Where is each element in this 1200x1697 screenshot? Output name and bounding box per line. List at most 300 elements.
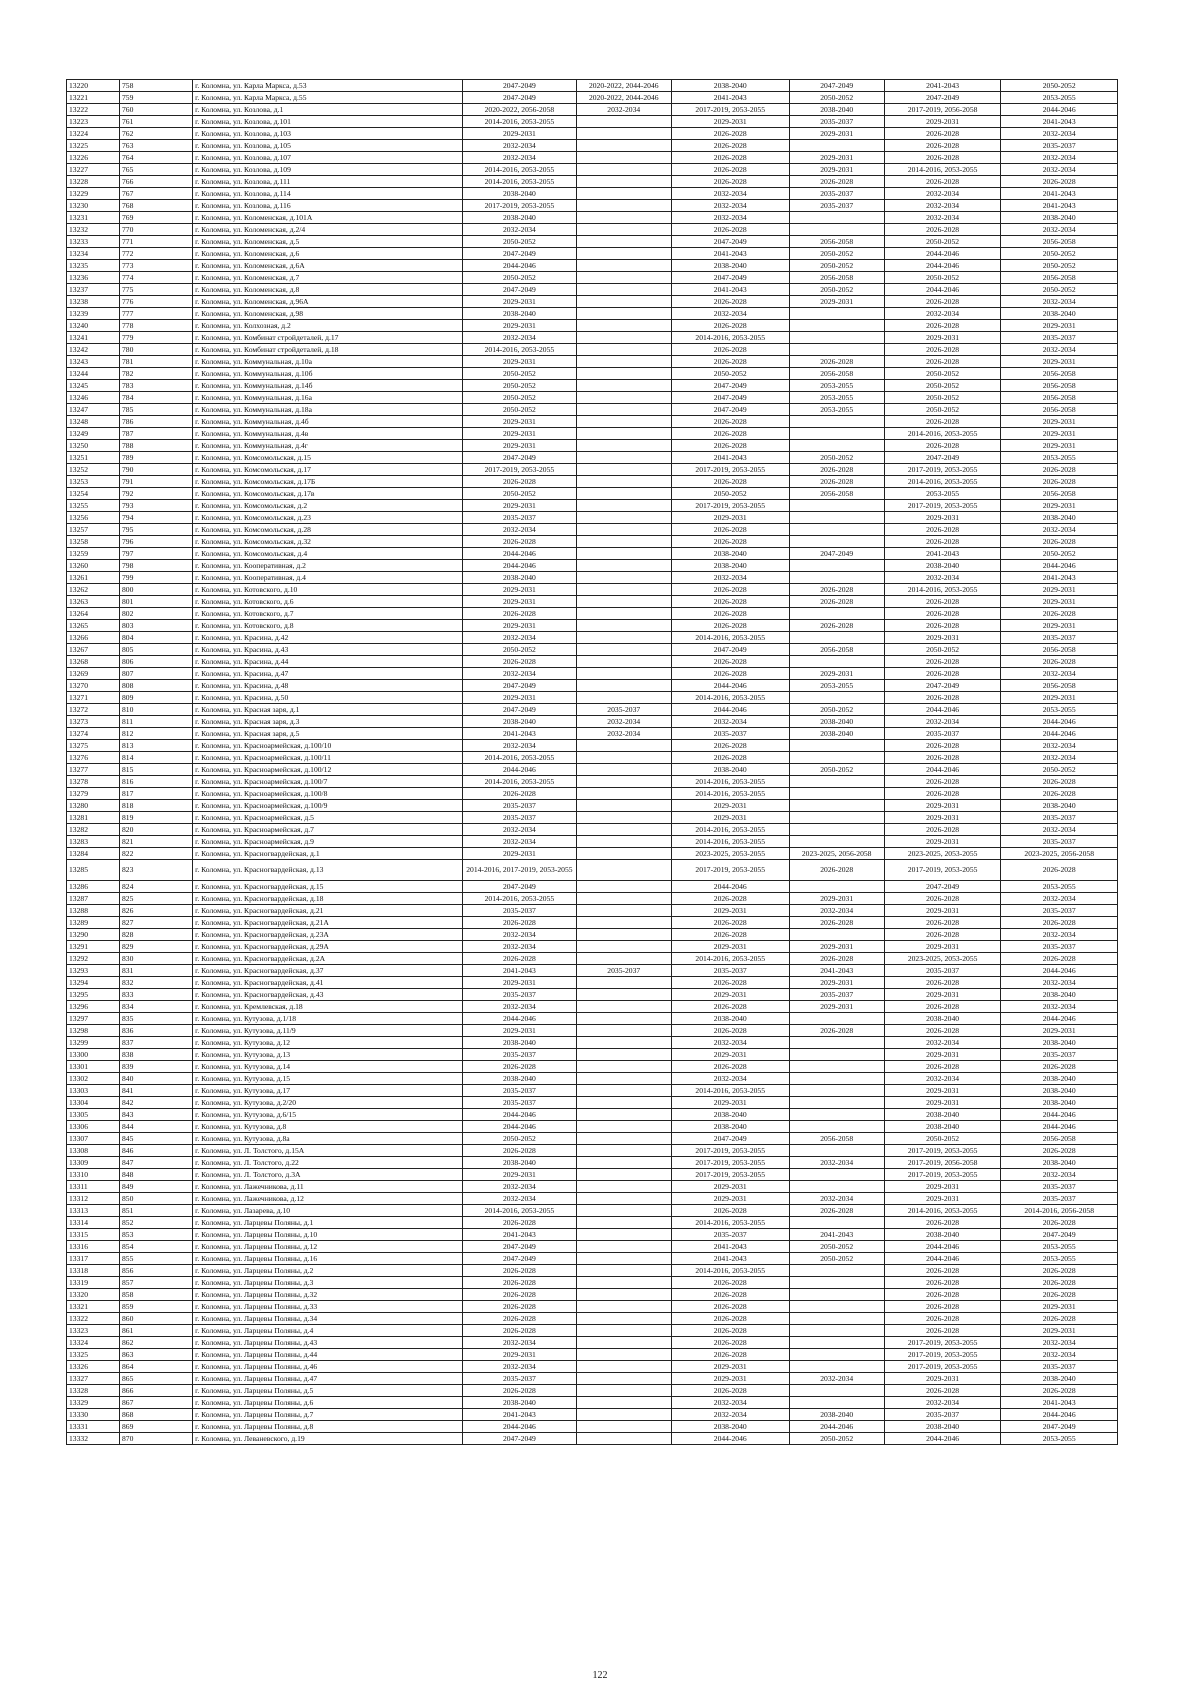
- cell-address: г. Коломна, ул. Ларцевы Поляны, д.6: [193, 1397, 463, 1409]
- cell-row-id: 13226: [67, 152, 120, 164]
- cell-period-4: 2032-2034: [789, 1157, 884, 1169]
- cell-period-6: 2026-2028: [1001, 1313, 1118, 1325]
- cell-period-2: [576, 1409, 671, 1421]
- cell-period-3: 2026-2028: [671, 1277, 789, 1289]
- cell-period-3: 2026-2028: [671, 1061, 789, 1073]
- cell-address: г. Коломна, ул. Кооперативная, д.2: [193, 560, 463, 572]
- cell-period-4: [789, 1145, 884, 1157]
- table-row: [67, 1277, 1118, 1289]
- cell-row-number: 787: [119, 428, 192, 440]
- cell-period-3: 2038-2040: [671, 548, 789, 560]
- cell-period-5: 2047-2049: [884, 881, 1001, 893]
- cell-period-5: 2026-2028: [884, 1061, 1001, 1073]
- cell-address: г. Коломна, ул. Козлова, д.116: [193, 200, 463, 212]
- cell-period-6: 2029-2031: [1001, 320, 1118, 332]
- cell-row-id: 13253: [67, 476, 120, 488]
- cell-period-4: [789, 320, 884, 332]
- cell-address: г. Коломна, ул. Ларцевы Поляны, д.12: [193, 1241, 463, 1253]
- cell-period-1: 2026-2028: [463, 656, 576, 668]
- cell-period-5: 2029-2031: [884, 905, 1001, 917]
- cell-period-2: [576, 260, 671, 272]
- cell-address: г. Коломна, ул. Лазарева, д.10: [193, 1205, 463, 1217]
- table-row: [67, 392, 1118, 404]
- cell-address: г. Коломна, ул. Красногвардейская, д.41: [193, 977, 463, 989]
- cell-period-2: [576, 440, 671, 452]
- cell-period-5: 2014-2016, 2053-2055: [884, 428, 1001, 440]
- cell-period-2: [576, 452, 671, 464]
- cell-period-2: [576, 428, 671, 440]
- cell-period-4: 2026-2028: [789, 917, 884, 929]
- cell-row-number: 838: [119, 1049, 192, 1061]
- cell-address: г. Коломна, ул. Козлова, д.103: [193, 128, 463, 140]
- cell-period-1: 2047-2049: [463, 1433, 576, 1445]
- cell-period-6: 2050-2052: [1001, 284, 1118, 296]
- cell-row-number: 850: [119, 1193, 192, 1205]
- cell-period-6: 2032-2034: [1001, 893, 1118, 905]
- cell-period-4: 2029-2031: [789, 296, 884, 308]
- table-row: [67, 368, 1118, 380]
- cell-period-5: 2029-2031: [884, 989, 1001, 1001]
- cell-row-number: 782: [119, 368, 192, 380]
- cell-period-3: 2017-2019, 2053-2055: [671, 464, 789, 476]
- cell-period-6: 2026-2028: [1001, 476, 1118, 488]
- cell-period-1: 2032-2034: [463, 740, 576, 752]
- cell-period-6: 2041-2043: [1001, 572, 1118, 584]
- cell-period-5: 2032-2034: [884, 572, 1001, 584]
- cell-period-2: [576, 1265, 671, 1277]
- cell-period-3: 2026-2028: [671, 1301, 789, 1313]
- cell-row-id: 13238: [67, 296, 120, 308]
- cell-period-6: 2044-2046: [1001, 1121, 1118, 1133]
- cell-period-5: 2035-2037: [884, 965, 1001, 977]
- cell-period-2: [576, 953, 671, 965]
- cell-row-id: 13287: [67, 893, 120, 905]
- cell-period-2: [576, 1133, 671, 1145]
- cell-period-6: 2041-2043: [1001, 116, 1118, 128]
- cell-row-number: 811: [119, 716, 192, 728]
- cell-period-2: [576, 848, 671, 860]
- cell-address: г. Коломна, ул. Кутузова, д.6/15: [193, 1109, 463, 1121]
- cell-address: г. Коломна, ул. Козлова, д.114: [193, 188, 463, 200]
- cell-address: г. Коломна, ул. Красная заря, д.3: [193, 716, 463, 728]
- cell-row-id: 13309: [67, 1157, 120, 1169]
- cell-period-5: 2032-2034: [884, 212, 1001, 224]
- cell-address: г. Коломна, ул. Комсомольская, д.32: [193, 536, 463, 548]
- cell-period-1: 2032-2034: [463, 929, 576, 941]
- cell-period-1: 2035-2037: [463, 905, 576, 917]
- cell-address: г. Коломна, ул. Лажечникова, д.12: [193, 1193, 463, 1205]
- table-row: [67, 596, 1118, 608]
- cell-period-5: 2050-2052: [884, 272, 1001, 284]
- cell-period-5: 2050-2052: [884, 368, 1001, 380]
- cell-period-5: 2026-2028: [884, 536, 1001, 548]
- cell-period-4: 2050-2052: [789, 260, 884, 272]
- cell-period-2: [576, 356, 671, 368]
- cell-row-number: 793: [119, 500, 192, 512]
- cell-period-5: 2050-2052: [884, 1133, 1001, 1145]
- cell-period-5: 2026-2028: [884, 917, 1001, 929]
- cell-address: г. Коломна, ул. Красная заря, д.1: [193, 704, 463, 716]
- cell-period-2: [576, 668, 671, 680]
- cell-row-number: 840: [119, 1073, 192, 1085]
- cell-row-id: 13227: [67, 164, 120, 176]
- cell-period-5: 2017-2019, 2053-2055: [884, 464, 1001, 476]
- cell-period-6: 2056-2058: [1001, 272, 1118, 284]
- table-row: [67, 1373, 1118, 1385]
- cell-period-1: 2029-2031: [463, 356, 576, 368]
- cell-period-2: [576, 344, 671, 356]
- cell-row-number: 861: [119, 1325, 192, 1337]
- cell-period-6: 2044-2046: [1001, 728, 1118, 740]
- cell-period-6: 2050-2052: [1001, 764, 1118, 776]
- cell-period-3: 2014-2016, 2053-2055: [671, 1085, 789, 1097]
- cell-address: г. Коломна, ул. Красина, д.48: [193, 680, 463, 692]
- cell-row-id: 13263: [67, 596, 120, 608]
- cell-address: г. Коломна, ул. Котовского, д.7: [193, 608, 463, 620]
- cell-row-number: 805: [119, 644, 192, 656]
- table-row: [67, 632, 1118, 644]
- cell-period-6: 2026-2028: [1001, 464, 1118, 476]
- table-row: [67, 248, 1118, 260]
- cell-period-5: 2026-2028: [884, 620, 1001, 632]
- cell-period-1: 2032-2034: [463, 1193, 576, 1205]
- cell-period-4: 2056-2058: [789, 272, 884, 284]
- cell-row-number: 769: [119, 212, 192, 224]
- cell-period-1: 2032-2034: [463, 1001, 576, 1013]
- cell-period-4: 2026-2028: [789, 596, 884, 608]
- cell-period-1: 2032-2034: [463, 1337, 576, 1349]
- cell-row-number: 812: [119, 728, 192, 740]
- cell-period-6: 2026-2028: [1001, 1265, 1118, 1277]
- table-row: [67, 164, 1118, 176]
- cell-period-5: 2014-2016, 2053-2055: [884, 164, 1001, 176]
- cell-row-id: 13224: [67, 128, 120, 140]
- cell-row-number: 759: [119, 92, 192, 104]
- cell-period-3: 2023-2025, 2053-2055: [671, 848, 789, 860]
- cell-period-3: 2029-2031: [671, 512, 789, 524]
- cell-period-6: 2035-2037: [1001, 836, 1118, 848]
- table-row: [67, 416, 1118, 428]
- cell-row-number: 858: [119, 1289, 192, 1301]
- table-row: [67, 881, 1118, 893]
- cell-row-number: 829: [119, 941, 192, 953]
- table-row: [67, 176, 1118, 188]
- cell-period-2: [576, 164, 671, 176]
- cell-address: г. Коломна, ул. Л. Толстого, д.3А: [193, 1169, 463, 1181]
- cell-row-id: 13307: [67, 1133, 120, 1145]
- cell-period-5: 2032-2034: [884, 308, 1001, 320]
- cell-row-id: 13233: [67, 236, 120, 248]
- cell-period-3: 2032-2034: [671, 308, 789, 320]
- cell-period-3: 2014-2016, 2053-2055: [671, 332, 789, 344]
- table-row: [67, 1085, 1118, 1097]
- cell-row-number: 786: [119, 416, 192, 428]
- cell-period-5: 2014-2016, 2053-2055: [884, 476, 1001, 488]
- cell-period-4: [789, 1397, 884, 1409]
- cell-period-5: 2029-2031: [884, 800, 1001, 812]
- cell-period-4: 2026-2028: [789, 1205, 884, 1217]
- cell-period-3: 2014-2016, 2053-2055: [671, 776, 789, 788]
- cell-period-5: 2029-2031: [884, 512, 1001, 524]
- cell-period-2: [576, 212, 671, 224]
- cell-period-1: 2050-2052: [463, 272, 576, 284]
- cell-address: г. Коломна, ул. Красноармейская, д.5: [193, 812, 463, 824]
- cell-period-4: [789, 1169, 884, 1181]
- cell-period-2: [576, 368, 671, 380]
- cell-row-id: 13266: [67, 632, 120, 644]
- cell-period-5: 2029-2031: [884, 1049, 1001, 1061]
- cell-period-1: 2047-2049: [463, 284, 576, 296]
- table-row: [67, 500, 1118, 512]
- cell-period-5: 2026-2028: [884, 740, 1001, 752]
- cell-period-4: 2026-2028: [789, 464, 884, 476]
- cell-period-5: 2014-2016, 2053-2055: [884, 584, 1001, 596]
- table-row: [67, 1157, 1118, 1169]
- cell-period-2: [576, 584, 671, 596]
- cell-period-4: 2050-2052: [789, 1253, 884, 1265]
- cell-period-1: 2041-2043: [463, 1229, 576, 1241]
- cell-address: г. Коломна, ул. Красноармейская, д.7: [193, 824, 463, 836]
- table-row: [67, 728, 1118, 740]
- cell-period-5: 2029-2031: [884, 1373, 1001, 1385]
- cell-period-6: 2029-2031: [1001, 1325, 1118, 1337]
- cell-period-4: [789, 1361, 884, 1373]
- cell-period-3: 2014-2016, 2053-2055: [671, 692, 789, 704]
- cell-row-number: 848: [119, 1169, 192, 1181]
- cell-period-4: 2050-2052: [789, 1241, 884, 1253]
- cell-period-5: 2026-2028: [884, 668, 1001, 680]
- cell-address: г. Коломна, ул. Красногвардейская, д.15: [193, 881, 463, 893]
- cell-row-id: 13248: [67, 416, 120, 428]
- table-row: [67, 320, 1118, 332]
- cell-row-id: 13259: [67, 548, 120, 560]
- cell-period-6: 2032-2034: [1001, 740, 1118, 752]
- page-number: 122: [592, 1670, 608, 1681]
- cell-period-2: [576, 596, 671, 608]
- cell-period-1: 2026-2028: [463, 476, 576, 488]
- cell-period-2: [576, 941, 671, 953]
- cell-period-3: 2014-2016, 2053-2055: [671, 836, 789, 848]
- cell-period-3: 2017-2019, 2053-2055: [671, 860, 789, 881]
- cell-row-id: 13277: [67, 764, 120, 776]
- cell-period-6: 2041-2043: [1001, 200, 1118, 212]
- cell-row-id: 13283: [67, 836, 120, 848]
- cell-row-id: 13230: [67, 200, 120, 212]
- cell-period-3: 2014-2016, 2053-2055: [671, 824, 789, 836]
- cell-period-3: 2032-2034: [671, 188, 789, 200]
- cell-address: г. Коломна, ул. Коммунальная, д.16а: [193, 392, 463, 404]
- cell-row-number: 839: [119, 1061, 192, 1073]
- cell-row-id: 13261: [67, 572, 120, 584]
- cell-row-id: 13271: [67, 692, 120, 704]
- table-row: [67, 1205, 1118, 1217]
- cell-row-id: 13257: [67, 524, 120, 536]
- cell-period-2: [576, 1385, 671, 1397]
- cell-period-2: 2032-2034: [576, 716, 671, 728]
- cell-period-3: 2017-2019, 2053-2055: [671, 104, 789, 116]
- cell-row-number: 814: [119, 752, 192, 764]
- cell-period-4: [789, 1313, 884, 1325]
- cell-row-id: 13308: [67, 1145, 120, 1157]
- cell-period-2: [576, 1241, 671, 1253]
- cell-period-5: 2017-2019, 2053-2055: [884, 1361, 1001, 1373]
- cell-row-number: 835: [119, 1013, 192, 1025]
- cell-period-3: 2035-2037: [671, 965, 789, 977]
- cell-period-2: [576, 1433, 671, 1445]
- cell-period-1: 2026-2028: [463, 608, 576, 620]
- cell-period-6: 2014-2016, 2056-2058: [1001, 1205, 1118, 1217]
- cell-period-4: 2029-2031: [789, 941, 884, 953]
- cell-period-5: 2026-2028: [884, 692, 1001, 704]
- cell-period-2: [576, 1361, 671, 1373]
- cell-period-2: [576, 1169, 671, 1181]
- cell-row-number: 776: [119, 296, 192, 308]
- cell-period-5: 2026-2028: [884, 1301, 1001, 1313]
- cell-period-6: 2029-2031: [1001, 620, 1118, 632]
- cell-row-number: 784: [119, 392, 192, 404]
- table-row: [67, 860, 1118, 881]
- cell-period-5: 2053-2055: [884, 488, 1001, 500]
- cell-period-4: [789, 1109, 884, 1121]
- cell-period-1: 2038-2040: [463, 308, 576, 320]
- cell-period-1: 2050-2052: [463, 488, 576, 500]
- table-row: [67, 800, 1118, 812]
- cell-period-5: 2017-2019, 2053-2055: [884, 1169, 1001, 1181]
- cell-row-id: 13311: [67, 1181, 120, 1193]
- cell-address: г. Коломна, ул. Кутузова, д.11/9: [193, 1025, 463, 1037]
- table-row: [67, 1421, 1118, 1433]
- cell-row-id: 13313: [67, 1205, 120, 1217]
- table-row: [67, 1361, 1118, 1373]
- cell-period-2: [576, 893, 671, 905]
- cell-period-6: 2029-2031: [1001, 1025, 1118, 1037]
- cell-period-2: [576, 1277, 671, 1289]
- cell-period-4: [789, 536, 884, 548]
- cell-period-1: 2044-2046: [463, 260, 576, 272]
- cell-row-id: 13235: [67, 260, 120, 272]
- table-row: [67, 188, 1118, 200]
- cell-period-6: 2035-2037: [1001, 1361, 1118, 1373]
- cell-row-id: 13323: [67, 1325, 120, 1337]
- cell-period-3: 2029-2031: [671, 1049, 789, 1061]
- cell-row-number: 760: [119, 104, 192, 116]
- cell-period-2: [576, 1073, 671, 1085]
- cell-period-6: 2026-2028: [1001, 656, 1118, 668]
- cell-period-6: 2026-2028: [1001, 788, 1118, 800]
- cell-period-3: 2047-2049: [671, 272, 789, 284]
- cell-period-4: [789, 1277, 884, 1289]
- cell-period-4: 2047-2049: [789, 80, 884, 92]
- cell-period-6: 2032-2034: [1001, 1337, 1118, 1349]
- cell-row-id: 13312: [67, 1193, 120, 1205]
- cell-period-5: 2038-2040: [884, 1109, 1001, 1121]
- cell-address: г. Коломна, ул. Коломенская, д.6А: [193, 260, 463, 272]
- cell-period-1: 2050-2052: [463, 380, 576, 392]
- cell-period-6: 2029-2031: [1001, 692, 1118, 704]
- cell-period-5: 2029-2031: [884, 1085, 1001, 1097]
- cell-address: г. Коломна, ул. Комсомольская, д.17: [193, 464, 463, 476]
- cell-period-3: 2050-2052: [671, 488, 789, 500]
- cell-period-6: 2032-2034: [1001, 164, 1118, 176]
- cell-period-5: 2035-2037: [884, 728, 1001, 740]
- cell-address: г. Коломна, ул. Ларцевы Поляны, д.7: [193, 1409, 463, 1421]
- table-row: [67, 917, 1118, 929]
- cell-address: г. Коломна, ул. Кутузова, д.15: [193, 1073, 463, 1085]
- cell-period-6: 2032-2034: [1001, 296, 1118, 308]
- cell-period-4: [789, 740, 884, 752]
- cell-row-number: 866: [119, 1385, 192, 1397]
- cell-period-4: 2038-2040: [789, 728, 884, 740]
- table-row: [67, 764, 1118, 776]
- cell-period-4: 2032-2034: [789, 1373, 884, 1385]
- cell-period-2: [576, 1217, 671, 1229]
- cell-period-1: 2026-2028: [463, 1145, 576, 1157]
- table-row: [67, 941, 1118, 953]
- cell-period-2: [576, 236, 671, 248]
- table-row: [67, 140, 1118, 152]
- cell-period-2: [576, 488, 671, 500]
- cell-period-1: 2026-2028: [463, 1301, 576, 1313]
- cell-row-number: 792: [119, 488, 192, 500]
- cell-period-3: 2041-2043: [671, 248, 789, 260]
- cell-period-2: [576, 536, 671, 548]
- cell-period-1: 2032-2034: [463, 836, 576, 848]
- cell-period-2: [576, 1025, 671, 1037]
- cell-period-2: [576, 404, 671, 416]
- cell-period-3: 2038-2040: [671, 1421, 789, 1433]
- cell-period-3: 2014-2016, 2053-2055: [671, 788, 789, 800]
- cell-period-3: 2038-2040: [671, 1013, 789, 1025]
- table-row: [67, 965, 1118, 977]
- cell-period-4: 2026-2028: [789, 176, 884, 188]
- cell-address: г. Коломна, ул. Ларцевы Поляны, д.5: [193, 1385, 463, 1397]
- table-row: [67, 152, 1118, 164]
- cell-period-5: 2044-2046: [884, 1241, 1001, 1253]
- cell-period-6: 2032-2034: [1001, 929, 1118, 941]
- cell-period-5: 2044-2046: [884, 260, 1001, 272]
- cell-period-5: 2038-2040: [884, 1229, 1001, 1241]
- cell-row-id: 13318: [67, 1265, 120, 1277]
- cell-period-2: [576, 200, 671, 212]
- cell-row-number: 862: [119, 1337, 192, 1349]
- table-row: [67, 824, 1118, 836]
- cell-period-3: 2041-2043: [671, 452, 789, 464]
- cell-period-6: 2056-2058: [1001, 236, 1118, 248]
- cell-period-2: [576, 1037, 671, 1049]
- cell-period-3: 2029-2031: [671, 1361, 789, 1373]
- cell-period-3: 2029-2031: [671, 116, 789, 128]
- cell-period-1: 2047-2049: [463, 92, 576, 104]
- cell-period-4: 2050-2052: [789, 92, 884, 104]
- cell-period-5: 2044-2046: [884, 704, 1001, 716]
- cell-row-id: 13246: [67, 392, 120, 404]
- table-row: [67, 1325, 1118, 1337]
- cell-row-id: 13303: [67, 1085, 120, 1097]
- cell-period-4: 2026-2028: [789, 953, 884, 965]
- cell-row-number: 857: [119, 1277, 192, 1289]
- cell-address: г. Коломна, ул. Лажечникова, д.11: [193, 1181, 463, 1193]
- cell-row-number: 783: [119, 380, 192, 392]
- cell-period-1: 2032-2034: [463, 152, 576, 164]
- table-row: [67, 428, 1118, 440]
- cell-period-3: 2029-2031: [671, 941, 789, 953]
- cell-period-1: 2050-2052: [463, 644, 576, 656]
- cell-period-6: 2026-2028: [1001, 860, 1118, 881]
- cell-period-3: 2026-2028: [671, 584, 789, 596]
- table-row: [67, 476, 1118, 488]
- cell-period-3: 2026-2028: [671, 917, 789, 929]
- cell-address: г. Коломна, ул. Коммунальная, д.4б: [193, 416, 463, 428]
